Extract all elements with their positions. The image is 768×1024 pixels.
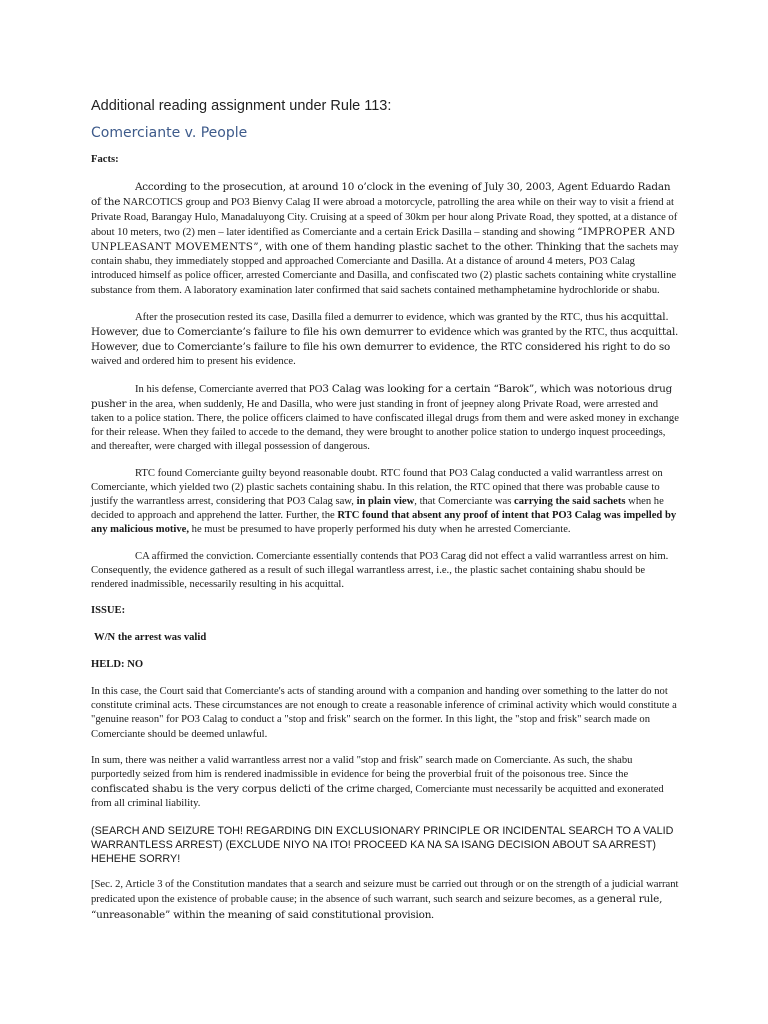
text-segment: e charged, Comerciante must necessarily be acquitted and exonerated from all criminal liability. [91, 784, 664, 810]
text-segment: After the prosecution rested its case, Dasilla filed a demurrer to evidence, which was granted by the RTC, thus his [135, 311, 621, 323]
text-segment: RTC found that absent any proof of intent that PO3 Calag was impelled by any malicious motive, [91, 510, 677, 536]
text-segment: acquittal. However, due to Comerciante’s failure to file his own demurrer to evidence, the RTC considered his right to do so [91, 326, 679, 354]
text-segment: “IMPROPER AND UNPLEASANT MOVEMENTS” [91, 225, 676, 254]
held-paragraph-1: In this case, the Court said that Comerciante's acts of standing around with a companion and handing over something to the latter do not constitute criminal acts. These circumstances are not enough to create a reasonable inference of criminal activity which would constitute a "genuine reason" for PO3 Calag to conduct a "stop and frisk" search on the former. In this light, the "stop and frisk" search made on Comerciante should be deemed unlawful. [91, 685, 677, 740]
text-segment: In sum, there was neither a valid warrantless arrest nor a valid "stop and frisk" search made on Comerciante. As such, the shabu purportedly seized from him is rendered inadmissible in evidence for being the proverbial fruit of the poisonous tree. Since the [91, 754, 633, 780]
text-segment: carrying the said sachets [514, 496, 626, 508]
text-segment: he must be presumed to have properly performed his duty when he arrested Comerciante. [189, 524, 571, 536]
text-segment: In his defense, Comerciante averred that PO [135, 383, 323, 395]
text-segment: waived and ordered him to present his evidence. [91, 356, 296, 368]
facts-paragraph-2 [91, 310, 681, 370]
issue-label: ISSUE: [91, 605, 126, 617]
held-paragraph-2 [91, 754, 681, 812]
text-segment: in the area, when suddenly, He and Dasilla, who were just standing in front of jeepney along Private Road, were arrested and taken to a police station. There, the police officers claimed to have confiscated illegal drugs from them and were asked money in exchange for their release. When they failed to accede to the demand, they were brought to another police station to undergo inquest proceedings, and thereafter, were charged with illegal possession of dangerous. [91, 398, 679, 453]
text-segment: , with one of them handing plastic sachet to the other. Thinking that the [258, 241, 625, 254]
text-segment: According to the prosecution, at around 10 o’clock in the evening of July 30, 2003, Agent Eduardo Radan of the [91, 181, 671, 209]
text-segment: 3 Calag was looking for a certain “Barok”, which was notorious drug pusher [91, 382, 673, 410]
facts-paragraph-5: CA affirmed the conviction. Comerciante essentially contends that PO3 Carag did not effect a valid warrantless arrest on him. Consequently, the evidence gathered as a result of such illegal warrantless arrest, i.e., the plastic sachet containing shabu should be rendered inadmissible, necessarily resulting in his acquittal. [91, 550, 669, 591]
facts-label: Facts: [91, 154, 119, 165]
text-segment: [Sec. 2, Article 3 of the Constitution mandates that a search and seizure must be carried out through or on the strength of a judicial warrant predicated upon the existence of probable cause; in the absence of such warrant, such search and seizure becomes, as a [91, 879, 679, 906]
text-segment: acquittal. However, due to Comerciante’s failure to file his own demurrer to evide [91, 310, 669, 339]
text-segment: sachets may contain shabu, they immediately stopped and approached Comerciante and Dasilla. At a distance of around 4 meters, PO3 Calag introduced himself as police officer, arrested Comerciante and Dasilla, and confiscated two (2) plastic sachets containing white crystalline substance from them. A laboratory examination later confirmed that said sachets contained methamphetamine hydrochloride or shabu. [91, 242, 679, 296]
assignment-heading: Additional reading assignment under Rule 113: [91, 98, 392, 114]
text-segment: when he decided to approach and apprehend the latter. Further, the [91, 496, 664, 522]
text-segment: , that Comerciante was [414, 496, 514, 508]
text-segment: in plain view [356, 496, 415, 508]
text-segment: confiscated shabu is the very corpus delicti of the crim [91, 783, 370, 796]
author-note: (SEARCH AND SEIZURE TOH! REGARDING DIN EXCLUSIONARY PRINCIPLE OR INCIDENTAL SEARCH TO A VALID WARRANTLESS ARREST) (EXCLUDE NIYO NA ITO! PROCEED KA NA SA ISANG DECISION ABOUT SA ARREST) HEHEHE SORRY! [91, 824, 674, 865]
facts-paragraph-4 [91, 467, 681, 538]
issue-question: W/N the arrest was valid [94, 632, 207, 644]
constitution-paragraph [91, 878, 681, 923]
text-segment: nce which was granted by the RTC, thus [456, 327, 631, 339]
text-segment: NARCOTICS group and PO3 Bienvy Calag II were abroad a motorcycle, patrolling the area while on their way to visit a friend at Private Road, Barangay Hulo, Manadaluyong City. Cruising at a speed of 30km per hour along Private Road, they spotted, at a distance of about 10 meters, two (2) men – later identified as Comerciante and a certain Erick Dasilla – standing and showing [91, 197, 678, 238]
case-title: Comerciante v. People [91, 125, 248, 141]
text-segment: general rule, “unreasonable” within the meaning of said constitutional provision [91, 893, 663, 921]
held-label: HELD: NO [91, 658, 144, 670]
text-segment: RTC found Comerciante guilty beyond reasonable doubt. RTC found that PO3 Calag conducted a valid warrantless arrest on Comerciante, which yielded two (2) plastic sachets containing shabu. In this relation, the RTC opined that there was probable cause to justify the warrantless arrest, considering that PO3 Calag saw, [91, 467, 663, 508]
facts-paragraph-1 [91, 180, 681, 298]
document-body [91, 153, 681, 935]
text-segment: . [431, 909, 434, 921]
facts-paragraph-3 [91, 382, 681, 455]
